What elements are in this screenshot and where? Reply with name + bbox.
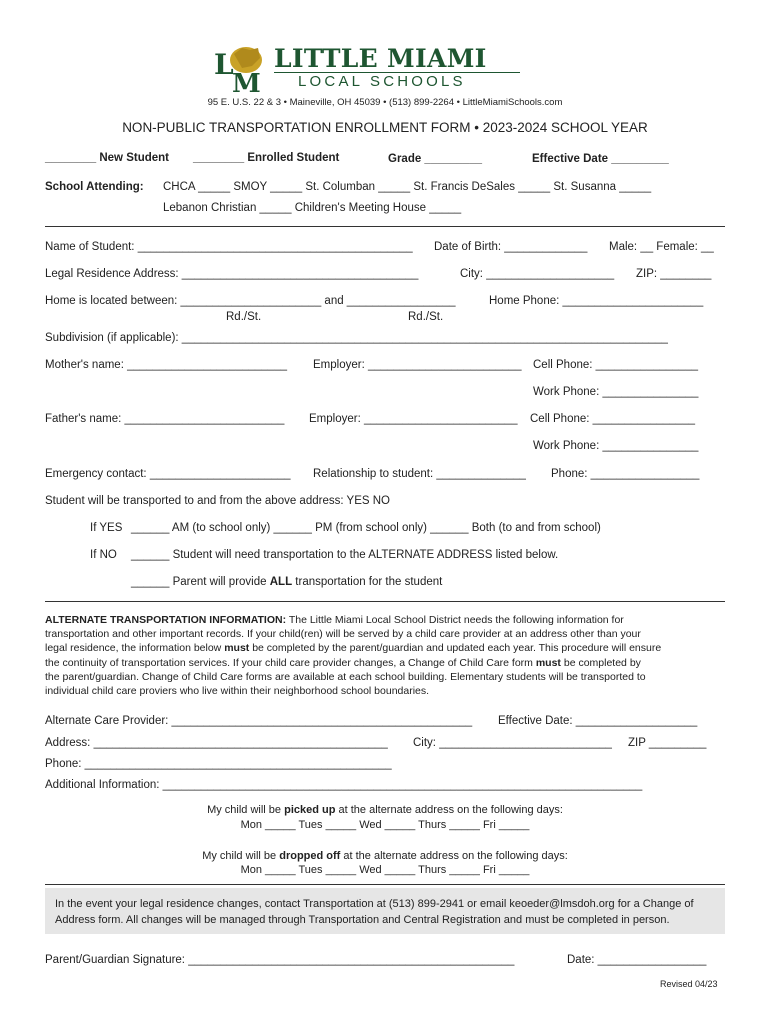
- dropoff-days-field[interactable]: Mon _____ Tues _____ Wed _____ Thurs _____ Fri _____: [240, 864, 530, 876]
- school-logo: [212, 44, 522, 94]
- gender-field[interactable]: Male: __ Female: __: [609, 241, 714, 253]
- school-attending-label: School Attending:: [45, 181, 144, 193]
- student-name-field[interactable]: Name of Student: ___________________________________________: [45, 241, 413, 253]
- yes-options-field[interactable]: ______ AM (to school only) ______ PM (from school only) ______ Both (to and from school): [131, 522, 601, 534]
- father-cell-field[interactable]: Cell Phone: ________________: [530, 413, 695, 425]
- enrolled-student-field[interactable]: ________ Enrolled Student: [193, 152, 340, 164]
- father-name-field[interactable]: Father's name: _________________________: [45, 413, 285, 425]
- section-divider: [45, 601, 725, 602]
- emergency-phone-field[interactable]: Phone: _________________: [551, 468, 700, 480]
- alternate-address-option[interactable]: ______ Student will need transportation to the ALTERNATE ADDRESS listed below.: [131, 549, 559, 561]
- lm-monogram-icon: [212, 44, 270, 94]
- zip-field[interactable]: ZIP: ________: [636, 268, 712, 280]
- mother-employer-field[interactable]: Employer: ________________________: [313, 359, 522, 371]
- alternate-info-paragraph: ALTERNATE TRANSPORTATION INFORMATION: The Little Miami Local School District needs the following information for transportation and other important records. If your child(ren) will be served by a child care provider at an address other than your legal residence, the information below must be completed by the parent/guardian and updated each year. This procedure will ensure the continuity of transportation services. If your child care provider changes, a Change of Child Care form must be completed by the parent/guardian. Change of Child Care forms are available at each school building. Elementary students will be transported to individual child care proviers who live within their neighborhood school boundaries.: [45, 614, 662, 698]
- if-no-label: If NO: [90, 549, 117, 561]
- pickup-days-field[interactable]: Mon _____ Tues _____ Wed _____ Thurs _____ Fri _____: [240, 819, 530, 831]
- svg-text:L: L: [214, 48, 234, 81]
- logo-subtitle: LOCAL SCHOOLS: [298, 73, 466, 90]
- form-title: NON-PUBLIC TRANSPORTATION ENROLLMENT FORM • 2023-2024 SCHOOL YEAR: [122, 120, 648, 135]
- date-of-birth-field[interactable]: Date of Birth: _____________: [434, 241, 588, 253]
- parent-transport-option[interactable]: ______ Parent will provide ALL transportation for the student: [131, 576, 443, 588]
- effective-date-field[interactable]: Effective Date _________: [532, 153, 669, 165]
- school-options-line2[interactable]: Lebanon Christian _____ Children's Meeting House _____: [163, 202, 462, 214]
- if-yes-label: If YES: [90, 522, 123, 534]
- alternate-zip-field[interactable]: ZIP _________: [628, 737, 707, 749]
- additional-info-field[interactable]: Additional Information: ___________________________________________________________________________: [45, 779, 643, 791]
- signature-date-field[interactable]: Date: _________________: [567, 954, 707, 966]
- emergency-contact-field[interactable]: Emergency contact: ______________________: [45, 468, 291, 480]
- transport-question[interactable]: Student will be transported to and from the above address: YES NO: [45, 495, 390, 507]
- revised-note: Revised 04/23: [660, 979, 718, 989]
- father-work-field[interactable]: Work Phone: _______________: [533, 440, 699, 452]
- alternate-provider-field[interactable]: Alternate Care Provider: _______________________________________________: [45, 715, 473, 727]
- alternate-effective-date-field[interactable]: Effective Date: ___________________: [498, 715, 698, 727]
- subdivision-field[interactable]: Subdivision (if applicable): ____________________________________________________________________________: [45, 332, 668, 344]
- pickup-days-caption: My child will be picked up at the alternate address on the following days:: [207, 804, 563, 816]
- dropoff-days-caption: My child will be dropped off at the alternate address on the following days:: [202, 850, 568, 862]
- address-change-notice: In the event your legal residence changes, contact Transportation at (513) 899-2941 or email keoeder@lmsdoh.org for a Change of Address form. All changes will be managed through Transportation and Central Registration and must be completed in person.: [45, 888, 725, 934]
- alternate-city-field[interactable]: City: ___________________________: [413, 737, 612, 749]
- home-phone-field[interactable]: Home Phone: ______________________: [489, 295, 704, 307]
- father-employer-field[interactable]: Employer: ________________________: [309, 413, 518, 425]
- svg-text:M: M: [232, 69, 261, 94]
- mother-work-field[interactable]: Work Phone: _______________: [533, 386, 699, 398]
- logo-title: LITTLE MIAMI: [274, 44, 487, 73]
- mother-cell-field[interactable]: Cell Phone: ________________: [533, 359, 698, 371]
- home-between-field[interactable]: Home is located between: ______________________ and _________________: [45, 295, 456, 307]
- road-street-caption: Rd./St.: [226, 311, 262, 323]
- school-options-line1[interactable]: CHCA _____ SMOY _____ St. Columban _____ St. Francis DeSales _____ St. Susanna _____: [163, 181, 652, 193]
- district-address: 95 E. U.S. 22 & 3 • Maineville, OH 45039 • (513) 899-2264 • LittleMiamiSchools.com: [207, 97, 563, 108]
- road-street-caption: Rd./St.: [408, 311, 444, 323]
- mother-name-field[interactable]: Mother's name: _________________________: [45, 359, 287, 371]
- city-field[interactable]: City: ____________________: [460, 268, 615, 280]
- section-divider: [45, 226, 725, 227]
- grade-field[interactable]: Grade _________: [388, 153, 482, 165]
- alternate-phone-field[interactable]: Phone: ________________________________________________: [45, 758, 392, 770]
- signature-field[interactable]: Parent/Guardian Signature: ___________________________________________________: [45, 954, 515, 966]
- relationship-field[interactable]: Relationship to student: ______________: [313, 468, 526, 480]
- legal-residence-field[interactable]: Legal Residence Address: _____________________________________: [45, 268, 419, 280]
- new-student-field[interactable]: ________ New Student: [45, 152, 170, 164]
- section-divider: [45, 884, 725, 885]
- alternate-address-field[interactable]: Address: ______________________________________________: [45, 737, 388, 749]
